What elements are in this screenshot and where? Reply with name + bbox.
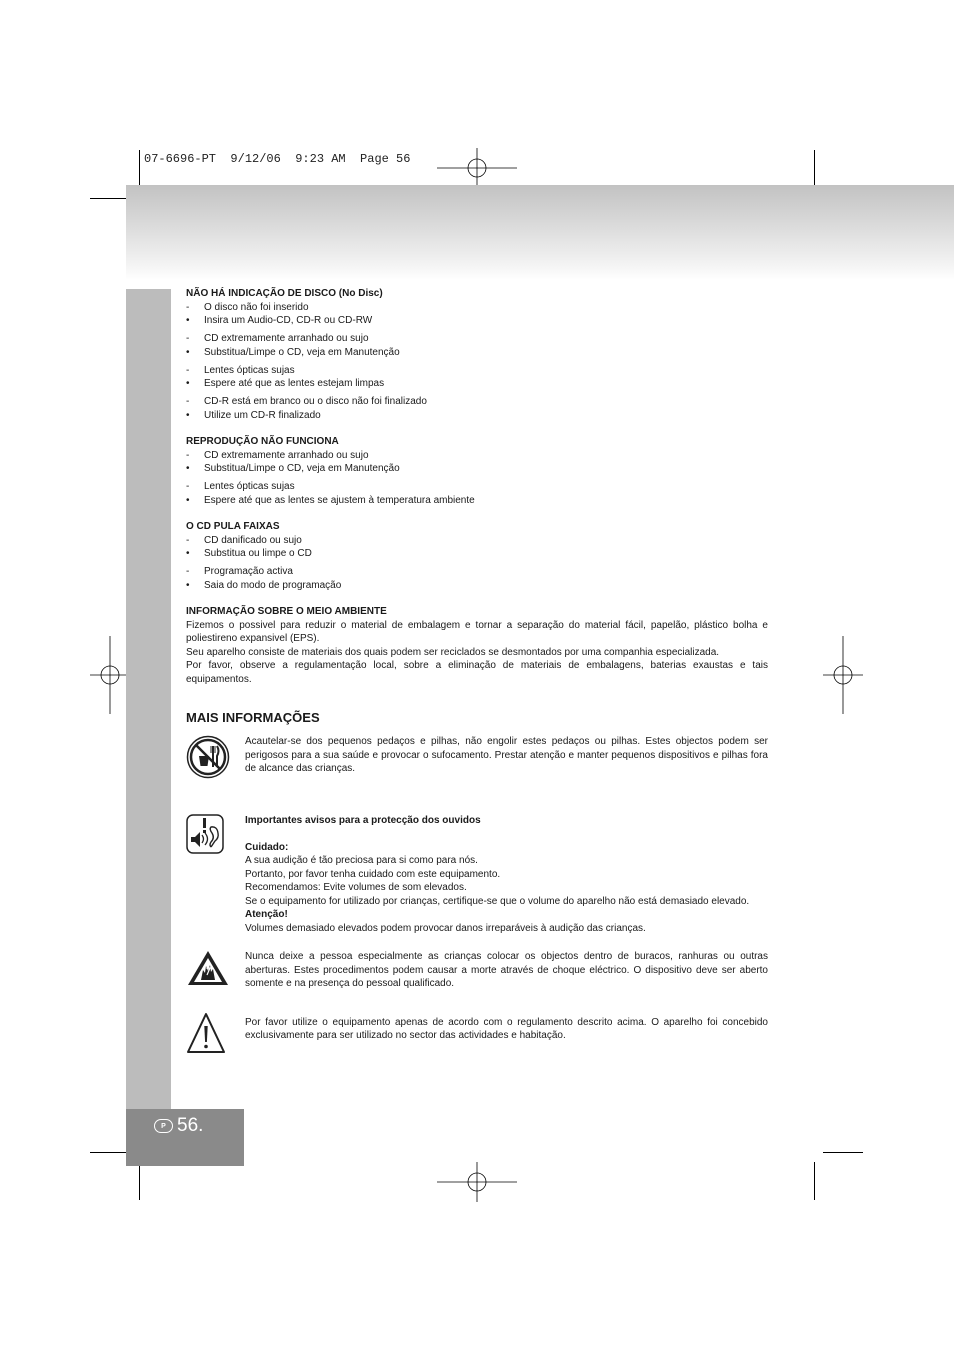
hearing-line: Se o equipamento for utilizado por crianças, certifique-se que o volume do aparelho não está demasiado elevado.	[245, 895, 750, 907]
remedy-item: • Substitua/Limpe o CD, veja em Manutenção	[186, 346, 400, 358]
crop-mark	[823, 1152, 863, 1153]
hearing-warning-icon	[186, 814, 224, 854]
exclamation-triangle-icon	[186, 1012, 226, 1054]
electric-shock-warning-icon	[186, 949, 230, 987]
section-no-disc	[186, 287, 768, 422]
page-number-text: 56.	[177, 1115, 204, 1136]
choking-warning-text: Acautelar-se dos pequenos pedaços e pilhas, não engolir estes pedaços ou pilhas. Estes objectos podem ser perigosos para a sua saúde e provocar o sufocamento. Prestar atenção e manter pequenos dispositivos e pilhas fora de alcance das crianças.	[245, 736, 768, 774]
registration-mark-bottom	[437, 1162, 517, 1202]
registration-mark-left	[90, 636, 130, 714]
problem-group	[186, 364, 768, 391]
crop-mark	[139, 1162, 140, 1200]
cause-item: - CD-R está em branco ou o disco não foi finalizado	[186, 396, 427, 407]
hearing-line: A sua audição é tão preciosa para si como para nós.	[245, 855, 478, 866]
cause-item: - O disco não foi inserido	[186, 301, 309, 313]
usage-warning-text: Por favor utilize o equipamento apenas de acordo com o regulamento descrito acima. O aparelho foi concebido exclusivamente para ser utilizado no sector das actividades e habitação.	[245, 1016, 768, 1041]
choking-warning	[186, 735, 768, 784]
crop-mark	[814, 150, 815, 188]
usage-warning	[186, 1012, 768, 1059]
cause-item: - CD danificado ou sujo	[186, 534, 302, 546]
language-badge: P	[154, 1119, 173, 1133]
environment-paragraph: Seu aparelho consiste de materiais dos quais podem ser reciclados se desmontados por uma companhia especializada.	[186, 646, 720, 658]
problem-group	[186, 480, 768, 507]
remedy-item: • Substitua/Limpe o CD, veja em Manutenção	[186, 463, 400, 474]
remedy-item: • Utilize um CD-R finalizado	[186, 409, 321, 421]
section-heading: REPRODUÇÃO NÃO FUNCIONA	[186, 436, 339, 447]
problem-group	[186, 395, 768, 422]
page-content	[186, 287, 768, 1058]
remedy-item: • Espere até que as lentes se ajustem à temperatura ambiente	[186, 494, 475, 506]
page-number	[154, 1115, 203, 1137]
problem-group	[186, 301, 768, 328]
crop-mark	[90, 198, 130, 199]
electric-shock-warning	[186, 949, 768, 992]
hearing-warning-title: Importantes avisos para a protecção dos ouvidos	[245, 814, 481, 826]
crop-mark	[814, 1162, 815, 1200]
section-heading: INFORMAÇÃO SOBRE O MEIO AMBIENTE	[186, 606, 387, 617]
crop-mark	[139, 150, 140, 188]
section-playback	[186, 435, 768, 507]
cause-item: - CD extremamente arranhado ou sujo	[186, 333, 369, 344]
sidebar-strip	[126, 289, 171, 1109]
problem-group	[186, 449, 768, 476]
no-eating-small-parts-icon	[186, 735, 230, 779]
hearing-warning	[186, 814, 768, 936]
hearing-line: Recomendamos: Evite volumes de som elevados.	[245, 882, 467, 893]
caution-label: Cuidado:	[245, 841, 289, 853]
section-heading: NÃO HÁ INDICAÇÃO DE DISCO (No Disc)	[186, 288, 383, 299]
attention-label: Atenção!	[245, 909, 288, 920]
hearing-line: Portanto, por favor tenha cuidado com este equipamento.	[245, 868, 501, 880]
section-environment	[186, 605, 768, 686]
attention-text: Volumes demasiado elevados podem provocar danos irreparáveis à audição das crianças.	[245, 922, 646, 934]
remedy-item: • Saia do modo de programação	[186, 579, 342, 591]
print-slug: 07-6696-PT 9/12/06 9:23 AM Page 56	[144, 152, 411, 166]
registration-mark-top	[437, 148, 517, 188]
cause-item: - Programação activa	[186, 566, 293, 577]
section-skips	[186, 520, 768, 592]
crop-mark	[90, 1152, 130, 1153]
cause-item: - Lentes ópticas sujas	[186, 364, 295, 376]
environment-paragraph: Por favor, observe a regulamentação local, sobre a eliminação de materiais de embalagens, baterias exaustas e tais equipamentos.	[186, 660, 768, 685]
section-heading: O CD PULA FAIXAS	[186, 521, 280, 532]
problem-group	[186, 534, 768, 561]
problem-group	[186, 332, 768, 359]
remedy-item: • Espere até que as lentes estejam limpas	[186, 378, 385, 389]
cause-item: - Lentes ópticas sujas	[186, 481, 295, 492]
registration-mark-right	[823, 636, 863, 714]
remedy-item: • Insira um Audio-CD, CD-R ou CD-RW	[186, 315, 373, 326]
problem-group	[186, 565, 768, 592]
more-info-heading: MAIS INFORMAÇÕES	[186, 710, 320, 725]
header-gradient-band	[126, 185, 954, 280]
electric-shock-warning-text: Nunca deixe a pessoa especialmente as crianças colocar os objectos dentro de buracos, ranhuras ou outras aberturas. Estes procedimentos podem causar a morte através de choque eléctrico. O dispositivo deve ser aberto somente e na presença do pessoal qualificado.	[245, 951, 768, 989]
cause-item: - CD extremamente arranhado ou sujo	[186, 449, 369, 461]
hearing-warning-body	[245, 814, 768, 936]
remedy-item: • Substitua ou limpe o CD	[186, 548, 312, 559]
environment-paragraph: Fizemos o possivel para reduzir o material de embalagem e tornar a separação do material fácil, papelão, plástico bolha e poliestireno expansivel (EPS).	[186, 619, 768, 644]
